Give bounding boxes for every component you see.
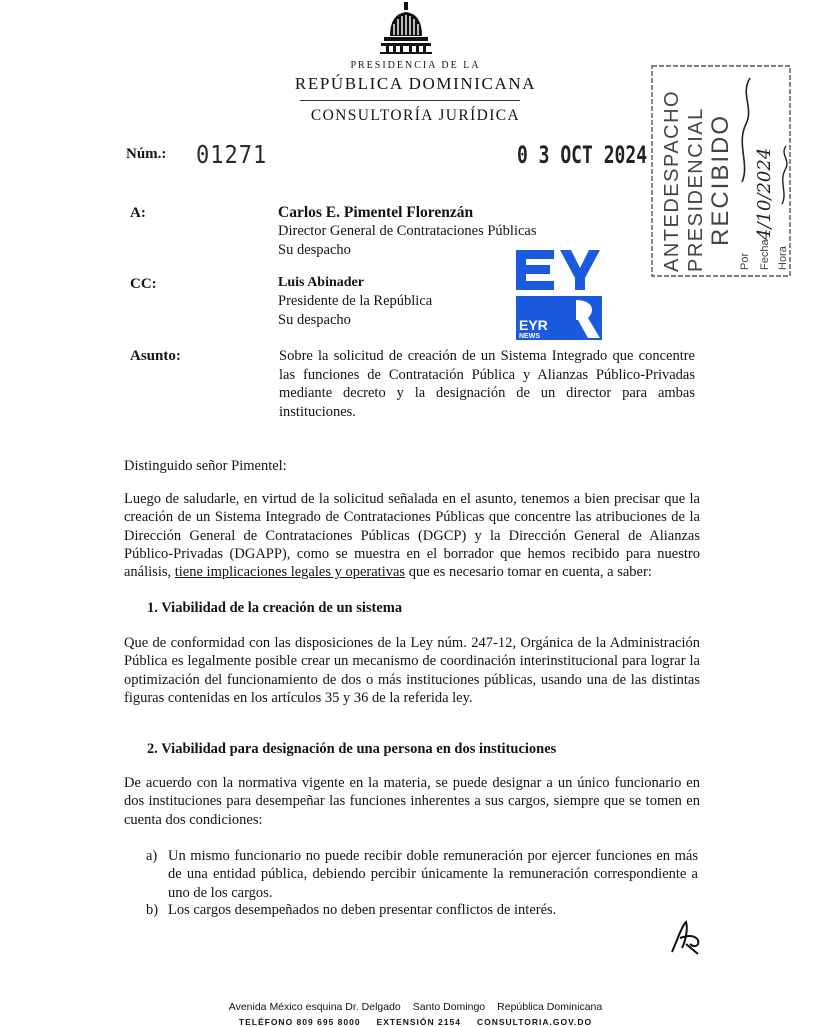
intro-text-part2: que es necesario tomar en cuenta, a saber: <box>405 564 652 581</box>
salutation: Distinguido señor Pimentel: <box>124 458 287 474</box>
document-date: 0 3 OCT 2024 <box>517 141 648 170</box>
section-1-text: Que de conformidad con las disposiciones de la Ley núm. 247-12, Orgánica de la Administración Pública es legalmente posible crear un mecanismo de coordinación interinstitucional para lograr la optimización del funcionamiento de dos o más instituciones públicas, usando una de las distintas figuras contenidas en los artículos 35 y 36 de la referida ley. <box>124 635 700 706</box>
section-2-text: De acuerdo con la normativa vigente en la materia, se puede designar a un único funcionario en dos instituciones para desempeñar las funciones inherentes a sus cargos, siempre que se tomen en cuenta dos condiciones: <box>124 775 700 828</box>
stamp-line-1: ANTEDESPACHO <box>661 89 683 272</box>
intro-underlined-text: tiene implicaciones legales y operativas <box>174 564 406 581</box>
stamp-signature-scribble <box>742 78 750 182</box>
list-item-b <box>146 901 700 919</box>
footer-contact-line <box>0 1017 819 1027</box>
list-item-a <box>146 847 700 902</box>
footer-website: CONSULTORIA.GOV.DO <box>476 1017 593 1027</box>
initials-signature <box>668 918 702 956</box>
government-dome-logo <box>378 2 434 54</box>
section-1-heading: 1. Viabilidad de la creación de un sistema <box>147 600 403 616</box>
eyr-news-watermark-logo <box>516 250 602 340</box>
stamp-hora-label: Hora <box>777 246 789 270</box>
header-divider <box>300 100 520 101</box>
cc-office: Su despacho <box>278 312 351 328</box>
footer-city: Santo Domingo <box>412 1001 486 1013</box>
institution-heading: REPÚBLICA DOMINICANA <box>294 74 537 93</box>
institution-small-heading: PRESIDENCIA DE LA <box>350 60 481 71</box>
document-number: 01271 <box>196 141 268 170</box>
list-marker-b: b) <box>146 902 159 918</box>
list-marker-a: a) <box>146 848 158 864</box>
logo-text: EYR <box>519 317 548 333</box>
footer-phone: TELÉFONO 809 695 8000 <box>238 1017 361 1027</box>
stamp-por-label: Por <box>739 252 751 270</box>
section-2-heading: 2. Viabilidad para designación de una persona en dos instituciones <box>147 741 557 757</box>
subject-text: Sobre la solicitud de creación de un Sistema Integrado que concentre las funciones de Contratación Pública y Alianzas Público-Privadas mediante decreto y la designación de un director para ambas instituciones. <box>279 348 695 420</box>
footer-address-line <box>0 1001 819 1013</box>
recipient-title: Director General de Contrataciones Públicas <box>278 223 537 239</box>
logo-subtext: NEWS <box>519 333 540 340</box>
stamp-line-3: RECIBIDO <box>707 113 734 246</box>
to-label: A: <box>130 205 146 221</box>
list-text-a: Un mismo funcionario no puede recibir doble remuneración por ejercer funciones en más de una entidad pública, debiendo percibir únicamente la remuneración correspondiente a uno de los cargos. <box>168 848 698 901</box>
recipient-office: Su despacho <box>278 242 351 258</box>
intro-paragraph <box>124 490 700 581</box>
cc-block <box>278 273 432 330</box>
cc-title: Presidente de la República <box>278 293 433 309</box>
footer-address: Avenida México esquina Dr. Delgado <box>228 1001 401 1013</box>
number-label: Núm.: <box>126 146 167 162</box>
cc-name: Luis Abinader <box>278 275 364 290</box>
department-heading: CONSULTORÍA JURÍDICA <box>310 107 521 124</box>
recipient-name: Carlos E. Pimentel Florenzán <box>278 204 474 221</box>
cc-label: CC: <box>130 276 157 292</box>
footer-extension: EXTENSIÓN 2154 <box>376 1017 461 1027</box>
subject-label: Asunto: <box>130 348 181 364</box>
footer-country: República Dominicana <box>497 1001 603 1013</box>
recipient-block <box>278 203 537 260</box>
received-stamp <box>650 64 792 278</box>
stamp-line-2: PRESIDENCIAL <box>685 107 707 272</box>
stamp-fecha-value: 4/10/2024 <box>754 147 775 240</box>
intro-text-part1: Luego de saludarle, en virtud de la solicitud señalada en el asunto, tenemos a bien precisar que la creación de un Sistema Integrado de Contrataciones Públicas que concentre las atribuciones de la Dirección General de Contrataciones Públicas (DGCP) y la Dirección General de Alianzas Público-Privadas (DGAPP), como se muestra en el borrador que hemos recibido para nuestro análisis, <box>124 491 700 581</box>
list-text-b: Los cargos desempeñados no deben presentar conflictos de interés. <box>168 902 557 918</box>
stamp-fecha-label: Fecha <box>759 239 771 270</box>
